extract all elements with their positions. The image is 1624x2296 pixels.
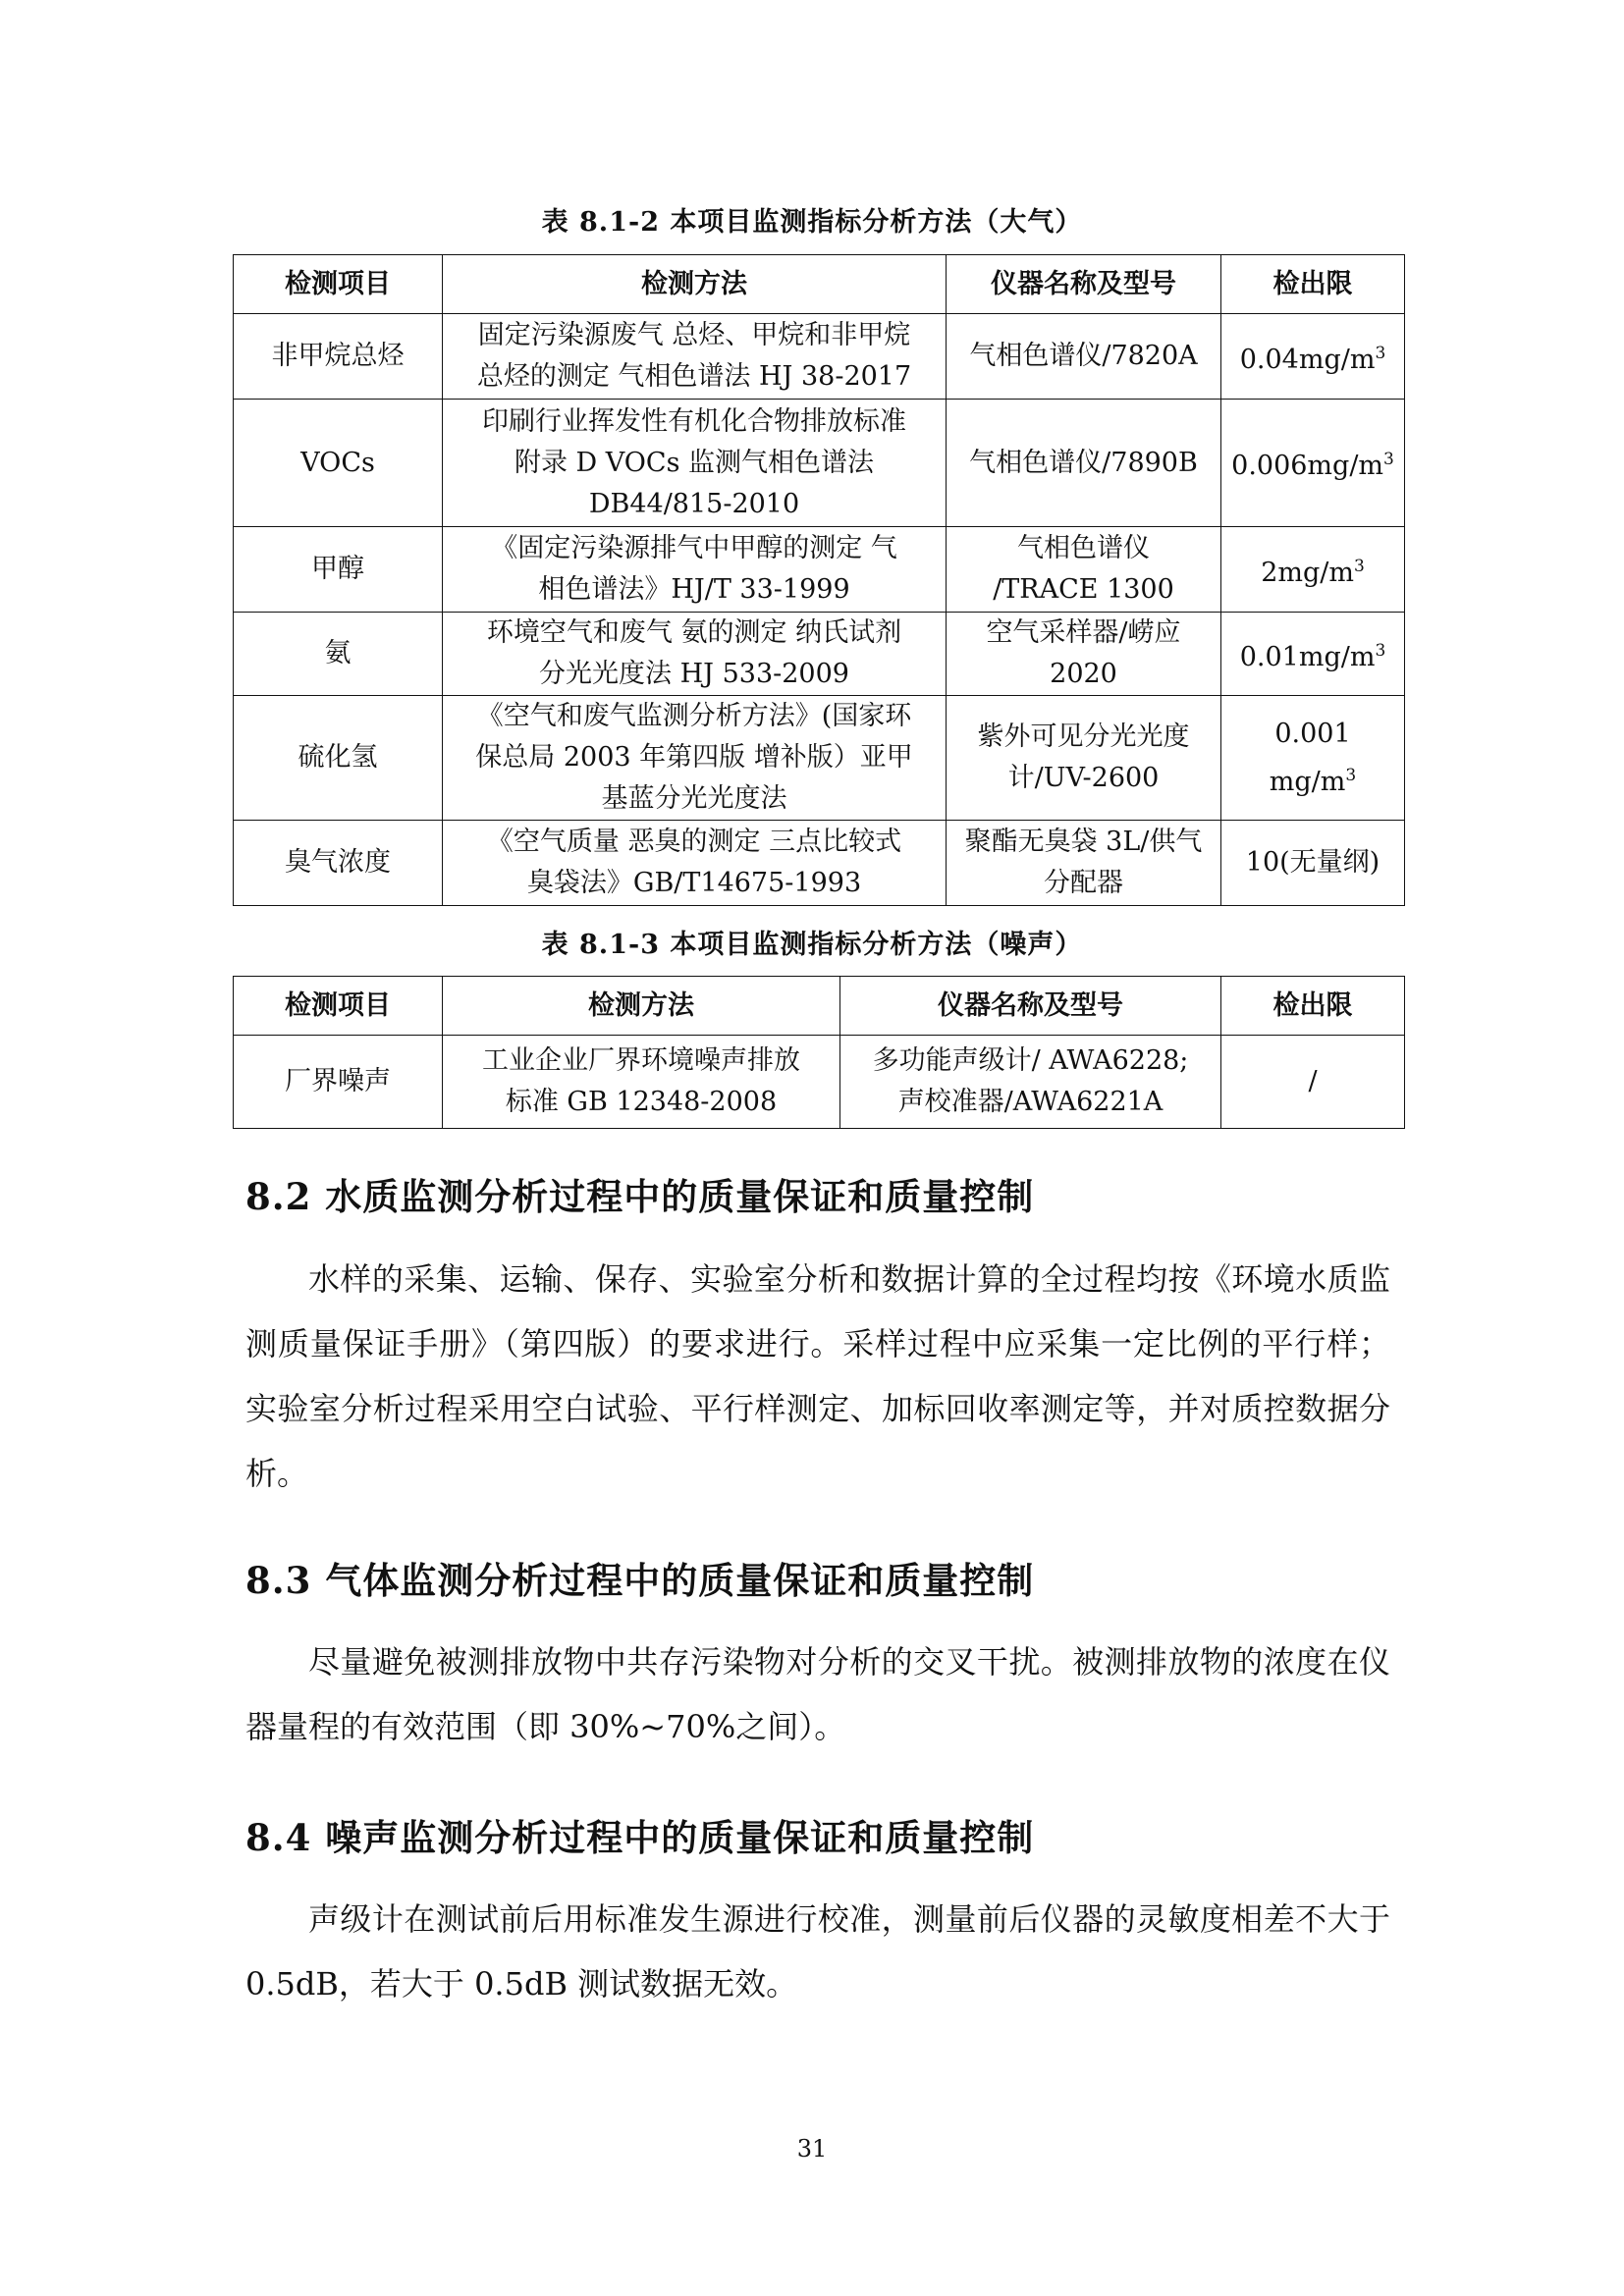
limit-exponent: 3 bbox=[1375, 640, 1386, 661]
instrument-line: 多功能声级计/ AWA6228; bbox=[872, 1045, 1189, 1076]
instrument-line: 2020 bbox=[1050, 659, 1117, 689]
method-line: 印刷行业挥发性有机化合物排放标准 bbox=[482, 405, 906, 437]
cell-item: 硫化氢 bbox=[234, 696, 443, 821]
table-row bbox=[234, 314, 1405, 400]
cell-method bbox=[443, 613, 947, 696]
limit-value: 0.01mg/m bbox=[1239, 641, 1376, 672]
header-limit: 检出限 bbox=[1221, 977, 1405, 1036]
table-header-row bbox=[234, 977, 1405, 1036]
table-row bbox=[234, 821, 1405, 906]
header-item: 检测项目 bbox=[234, 255, 443, 314]
table-row bbox=[234, 613, 1405, 696]
cell-limit bbox=[1221, 400, 1405, 527]
table-header-row bbox=[234, 255, 1405, 314]
table-row bbox=[234, 1036, 1405, 1129]
cell-limit bbox=[1221, 821, 1405, 906]
table-noise-caption: 表 8.1-3 本项目监测指标分析方法（噪声） bbox=[541, 930, 1083, 960]
table-noise bbox=[233, 976, 1405, 1129]
cell-instrument bbox=[947, 527, 1221, 613]
instrument-line: 气相色谱仪/7890B bbox=[969, 447, 1198, 478]
cell-limit bbox=[1221, 527, 1405, 613]
cell-item: VOCs bbox=[234, 400, 443, 527]
instrument-line: 气相色谱仪/7820A bbox=[969, 341, 1198, 371]
limit-value: 0.04mg/m bbox=[1239, 344, 1376, 375]
table-row bbox=[234, 400, 1405, 527]
cell-instrument bbox=[947, 400, 1221, 527]
limit-value: 10(无量纲) bbox=[1245, 847, 1380, 878]
section-heading-8-2: 8.2 水质监测分析过程中的质量保证和质量控制 bbox=[245, 1175, 1035, 1218]
method-line: 工业企业厂界环境噪声排放 bbox=[482, 1045, 800, 1076]
cell-instrument bbox=[947, 821, 1221, 906]
cell-method bbox=[443, 400, 947, 527]
cell-limit bbox=[1221, 613, 1405, 696]
limit-value: 0.001 mg/m bbox=[1269, 718, 1351, 797]
cell-instrument bbox=[947, 696, 1221, 821]
limit-exponent: 3 bbox=[1383, 450, 1394, 469]
method-line: 保总局 2003 年第四版 增补版）亚甲 bbox=[475, 742, 913, 773]
instrument-line: 聚酯无臭袋 3L/供气 bbox=[964, 827, 1203, 857]
section-heading-8-3: 8.3 气体监测分析过程中的质量保证和质量控制 bbox=[245, 1559, 1035, 1602]
cell-method bbox=[443, 696, 947, 821]
cell-instrument bbox=[947, 314, 1221, 400]
table-row bbox=[234, 696, 1405, 821]
instrument-line: 气相色谱仪 bbox=[1017, 533, 1150, 563]
cell-method bbox=[443, 314, 947, 400]
cell-method bbox=[443, 527, 947, 613]
header-instrument: 仪器名称及型号 bbox=[840, 977, 1221, 1036]
table-air-caption: 表 8.1-2 本项目监测指标分析方法（大气） bbox=[541, 207, 1083, 238]
cell-instrument bbox=[840, 1036, 1221, 1129]
section-text-8-2: 水样的采集、运输、保存、实验室分析和数据计算的全过程均按《环境水质监测质量保证手册》（第四版）的要求进行。采样过程中应采集一定比例的平行样；实验室分析过程采用空白试验、平行样测定、加标回收率测定等，并对质控数据分析。 bbox=[245, 1260, 1390, 1492]
instrument-line: 声校准器/AWA6221A bbox=[897, 1087, 1164, 1117]
instrument-line: 紫外可见分光光度 bbox=[977, 721, 1190, 752]
method-line: 环境空气和废气 氨的测定 纳氏试剂 bbox=[486, 617, 902, 648]
cell-instrument bbox=[947, 613, 1221, 696]
method-line: 相色谱法》HJ/T 33-1999 bbox=[538, 574, 850, 605]
instrument-line: 计/UV-2600 bbox=[1007, 763, 1160, 793]
cell-item: 厂界噪声 bbox=[234, 1036, 443, 1129]
method-line: 《固定污染源排气中甲醇的测定 气 bbox=[491, 533, 897, 563]
limit-value: 2mg/m bbox=[1261, 557, 1354, 588]
section-text-8-3: 尽量避免被测排放物中共存污染物对分析的交叉干扰。被测排放物的浓度在仪器量程的有效范围（即 30%~70%之间）。 bbox=[245, 1643, 1390, 1745]
cell-item: 氨 bbox=[234, 613, 443, 696]
header-method: 检测方法 bbox=[443, 977, 840, 1036]
limit-exponent: 3 bbox=[1345, 765, 1357, 785]
instrument-line: 分配器 bbox=[1044, 868, 1123, 898]
page-number: 31 bbox=[796, 2135, 828, 2163]
method-line: 固定污染源废气 总烃、甲烷和非甲烷 bbox=[477, 320, 911, 350]
limit-value: 0.006mg/m bbox=[1231, 451, 1384, 481]
header-instrument: 仪器名称及型号 bbox=[947, 255, 1221, 314]
method-line: 《空气质量 恶臭的测定 三点比较式 bbox=[486, 827, 902, 857]
section-heading-8-4: 8.4 噪声监测分析过程中的质量保证和质量控制 bbox=[245, 1816, 1035, 1859]
cell-item: 臭气浓度 bbox=[234, 821, 443, 906]
cell-method bbox=[443, 1036, 840, 1129]
method-line: DB44/815-2010 bbox=[588, 488, 800, 519]
cell-limit: / bbox=[1221, 1036, 1405, 1129]
section-text-8-4: 声级计在测试前后用标准发生源进行校准，测量前后仪器的灵敏度相差不大于 0.5dB，若大于 0.5dB 测试数据无效。 bbox=[245, 1900, 1390, 2002]
table-air bbox=[233, 254, 1405, 906]
cell-item: 非甲烷总烃 bbox=[234, 314, 443, 400]
method-line: 总烃的测定 气相色谱法 HJ 38-2017 bbox=[476, 361, 912, 392]
header-item: 检测项目 bbox=[234, 977, 443, 1036]
cell-limit bbox=[1221, 314, 1405, 400]
table-row bbox=[234, 527, 1405, 613]
header-method: 检测方法 bbox=[443, 255, 947, 314]
cell-method bbox=[443, 821, 947, 906]
method-line: 标准 GB 12348-2008 bbox=[505, 1087, 778, 1117]
instrument-line: 空气采样器/崂应 bbox=[986, 617, 1181, 648]
method-line: 《空气和废气监测分析方法》(国家环 bbox=[476, 701, 912, 731]
method-line: 臭袋法》GB/T14675-1993 bbox=[526, 868, 862, 898]
cell-item: 甲醇 bbox=[234, 527, 443, 613]
cell-limit bbox=[1221, 696, 1405, 821]
method-line: 基蓝分光光度法 bbox=[601, 783, 787, 814]
method-line: 附录 D VOCs 监测气相色谱法 bbox=[514, 447, 875, 478]
header-limit: 检出限 bbox=[1221, 255, 1405, 314]
limit-exponent: 3 bbox=[1353, 556, 1365, 576]
method-line: 分光光度法 HJ 533-2009 bbox=[539, 659, 849, 689]
limit-exponent: 3 bbox=[1375, 343, 1386, 363]
instrument-line: /TRACE 1300 bbox=[993, 574, 1174, 605]
